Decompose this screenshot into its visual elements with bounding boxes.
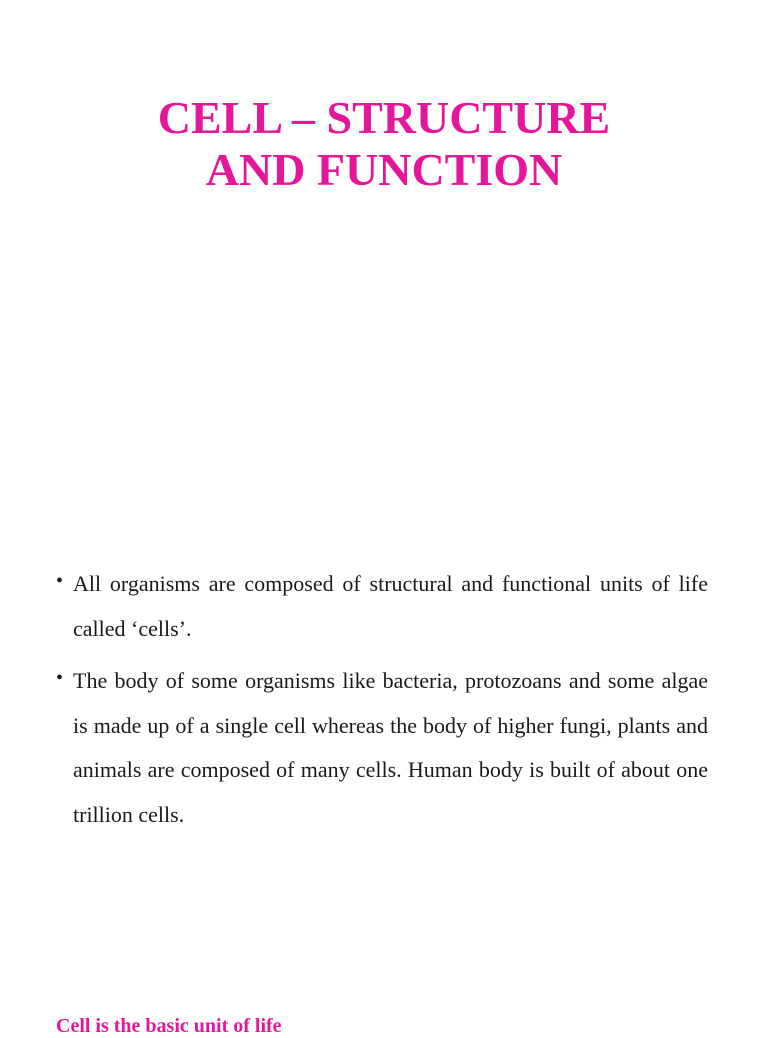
slide-title-line-1: CELL – STRUCTURE xyxy=(157,92,611,143)
bullet-item-cells xyxy=(56,562,708,651)
bullet-text: The body of some organisms like bacteria, protozoans and some algae is made up of a single cell whereas the body of higher fungi, plants and animals are composed of many cells. Human body is built of about one trillion cells. xyxy=(73,668,708,827)
slide-title xyxy=(0,92,768,196)
next-slide-title-fragment: Cell is the basic unit of life xyxy=(56,1015,282,1037)
bullet-marker: • xyxy=(56,570,64,592)
bullet-text: All organisms are composed of structural and functional units of life called ‘cells’. xyxy=(73,571,708,641)
bullet-item-organisms xyxy=(56,659,708,837)
slide-title-line-2: AND FUNCTION xyxy=(205,144,563,195)
bullet-list xyxy=(56,562,708,845)
bullet-marker: • xyxy=(56,667,64,689)
